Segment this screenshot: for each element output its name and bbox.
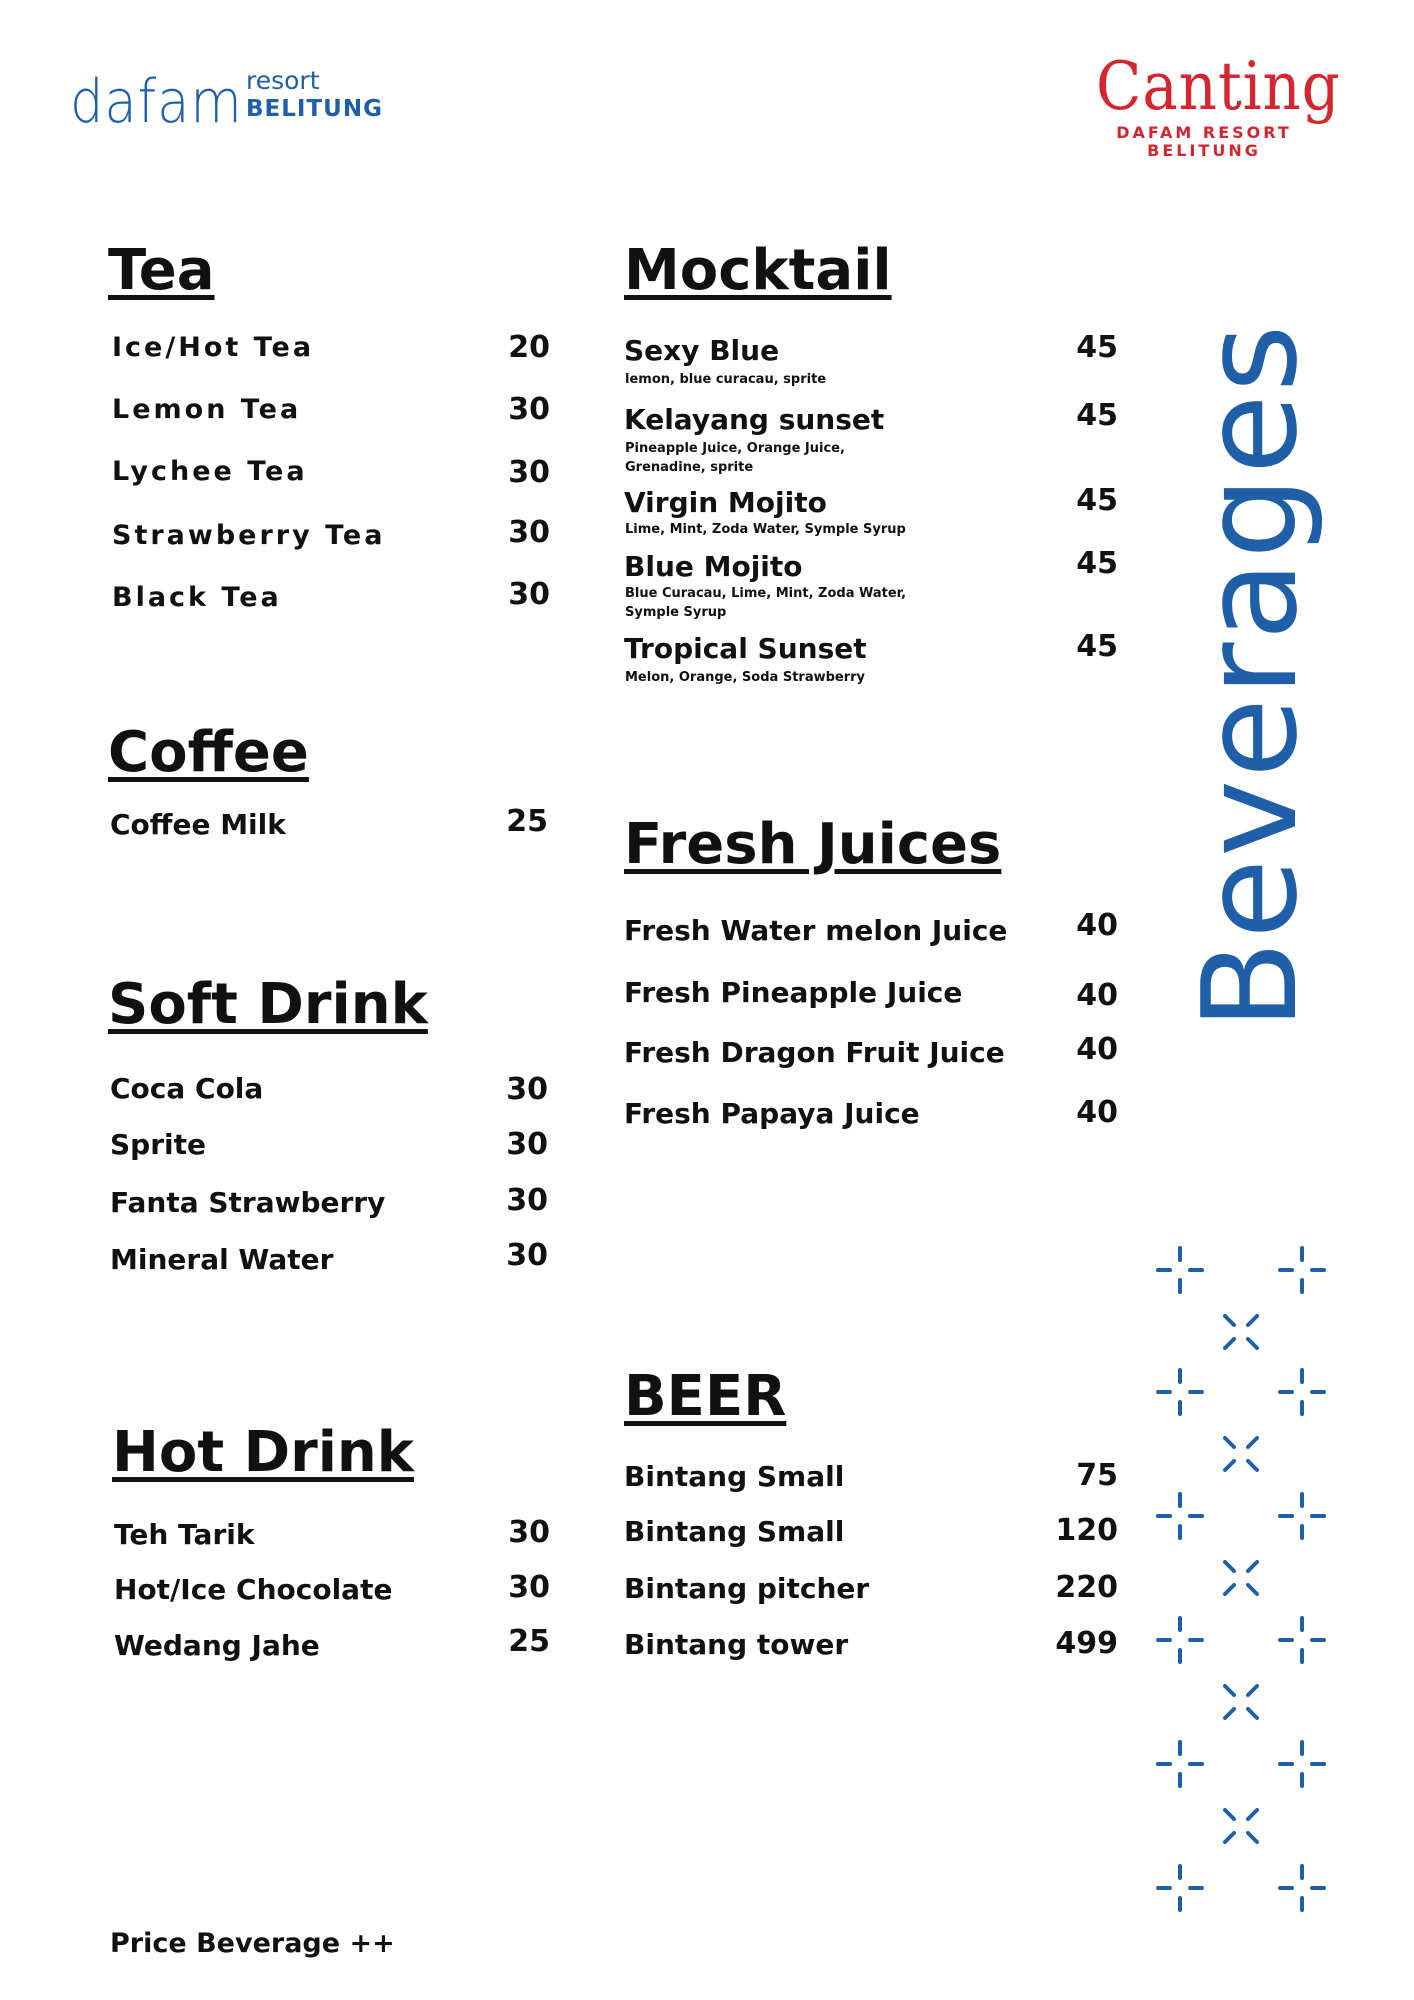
canting-logo-line2: BELITUNG bbox=[1147, 141, 1261, 160]
plus-ornament-icon bbox=[1280, 1742, 1324, 1786]
decorative-pattern bbox=[1150, 1240, 1350, 1920]
x-ornament-icon bbox=[1225, 1686, 1257, 1718]
menu-item-name: Blue Mojito bbox=[624, 550, 803, 583]
menu-item-price: 20 bbox=[508, 330, 550, 365]
plus-ornament-icon bbox=[1280, 1248, 1324, 1292]
menu-item-price: 30 bbox=[506, 1183, 548, 1218]
menu-item-name: Bintang pitcher bbox=[624, 1572, 870, 1605]
plus-ornament-icon bbox=[1280, 1494, 1324, 1538]
section-title-mocktail: Mocktail bbox=[624, 238, 892, 303]
menu-item-name: Fanta Strawberry bbox=[110, 1186, 386, 1219]
x-ornament-icon bbox=[1225, 1810, 1257, 1842]
menu-item-name: Lemon Tea bbox=[112, 394, 302, 425]
menu-item-description: Symple Syrup bbox=[625, 605, 727, 620]
canting-logo bbox=[1084, 48, 1341, 160]
menu-item-price: 40 bbox=[1076, 978, 1118, 1013]
menu-item-price: 30 bbox=[508, 515, 550, 550]
menu-item-name: Fresh Dragon Fruit Juice bbox=[624, 1036, 1005, 1069]
menu-item-name: Fresh Papaya Juice bbox=[624, 1097, 920, 1130]
plus-ornament-icon bbox=[1158, 1742, 1202, 1786]
canting-logo-line1: DAFAM RESORT bbox=[1116, 123, 1292, 142]
menu-item-price: 30 bbox=[506, 1127, 548, 1162]
plus-ornament-icon bbox=[1158, 1618, 1202, 1662]
menu-item-price: 30 bbox=[508, 1570, 550, 1605]
menu-item-name: Fresh Pineapple Juice bbox=[624, 976, 963, 1009]
menu-item-price: 30 bbox=[508, 1515, 550, 1550]
section-title-tea: Tea bbox=[108, 238, 215, 303]
menu-item-name: Sexy Blue bbox=[624, 334, 780, 367]
x-ornament-icon bbox=[1225, 1562, 1257, 1594]
menu-item-description: Lime, Mint, Zoda Water, Symple Syrup bbox=[625, 522, 906, 537]
menu-item-description: lemon, blue curacau, sprite bbox=[625, 372, 827, 387]
plus-ornament-icon bbox=[1158, 1866, 1202, 1910]
menu-item-price: 30 bbox=[508, 455, 550, 490]
menu-item-price: 45 bbox=[1076, 398, 1118, 433]
menu-item-name: Coffee Milk bbox=[110, 808, 286, 841]
dafam-logo-line1: resort bbox=[246, 66, 320, 95]
menu-item-description: Grenadine, sprite bbox=[625, 460, 754, 475]
dafam-wordmark: dafam bbox=[70, 67, 243, 137]
menu-item-price: 120 bbox=[1055, 1513, 1118, 1548]
canting-wordmark: Canting bbox=[1096, 48, 1341, 125]
menu-item-price: 45 bbox=[1076, 629, 1118, 664]
menu-item-price: 30 bbox=[506, 1072, 548, 1107]
menu-item-name: Sprite bbox=[110, 1128, 206, 1161]
menu-item-name: Mineral Water bbox=[110, 1243, 334, 1276]
price-note: Price Beverage ++ bbox=[110, 1928, 395, 1959]
menu-item-name: Black Tea bbox=[112, 582, 282, 613]
section-title-beer: BEER bbox=[624, 1364, 787, 1429]
menu-item-price: 25 bbox=[506, 804, 548, 839]
plus-ornament-icon bbox=[1280, 1370, 1324, 1414]
plus-ornament-icon bbox=[1158, 1370, 1202, 1414]
plus-ornament-icon bbox=[1158, 1494, 1202, 1538]
menu-item-name: Kelayang sunset bbox=[624, 403, 885, 436]
section-title-soft-drink: Soft Drink bbox=[108, 972, 428, 1037]
menu-item-name: Tropical Sunset bbox=[624, 632, 867, 665]
menu-item-price: 40 bbox=[1076, 1032, 1118, 1067]
menu-item-price: 220 bbox=[1055, 1570, 1118, 1605]
x-ornament-icon bbox=[1225, 1438, 1257, 1470]
menu-item-price: 45 bbox=[1076, 330, 1118, 365]
menu-item-description: Melon, Orange, Soda Strawberry bbox=[625, 670, 866, 685]
plus-ornament-icon bbox=[1158, 1248, 1202, 1292]
section-title-coffee: Coffee bbox=[108, 720, 309, 785]
menu-item-name: Wedang Jahe bbox=[114, 1629, 320, 1662]
menu-item-description: Pineapple Juice, Orange Juice, bbox=[625, 441, 845, 456]
menu-item-name: Lychee Tea bbox=[112, 456, 308, 487]
menu-item-price: 25 bbox=[508, 1624, 550, 1659]
menu-item-price: 499 bbox=[1055, 1626, 1118, 1661]
menu-item-name: Teh Tarik bbox=[114, 1518, 255, 1551]
menu-item-price: 30 bbox=[508, 392, 550, 427]
menu-item-name: Virgin Mojito bbox=[624, 486, 827, 519]
plus-ornament-icon bbox=[1280, 1866, 1324, 1910]
menu-item-price: 30 bbox=[508, 577, 550, 612]
menu-item-price: 30 bbox=[506, 1238, 548, 1273]
menu-item-price: 40 bbox=[1076, 908, 1118, 943]
x-ornament-icon bbox=[1225, 1316, 1257, 1348]
menu-item-price: 45 bbox=[1076, 546, 1118, 581]
plus-ornament-icon bbox=[1280, 1618, 1324, 1662]
dafam-logo-line2: BELITUNG bbox=[246, 96, 383, 122]
menu-item-name: Coca Cola bbox=[110, 1072, 264, 1105]
menu-item-name: Bintang Small bbox=[624, 1460, 845, 1493]
menu-item-name: Strawberry Tea bbox=[112, 520, 386, 551]
menu-item-price: 40 bbox=[1076, 1095, 1118, 1130]
menu-item-name: Hot/Ice Chocolate bbox=[114, 1573, 393, 1606]
menu-item-price: 75 bbox=[1076, 1458, 1118, 1493]
menu-item-name: Fresh Water melon Juice bbox=[624, 914, 1008, 947]
menu-item-name: Bintang Small bbox=[624, 1515, 845, 1548]
menu-item-name: Bintang tower bbox=[624, 1628, 849, 1661]
menu-item-description: Blue Curacau, Lime, Mint, Zoda Water, bbox=[625, 586, 907, 601]
section-title-hot-drink: Hot Drink bbox=[112, 1420, 415, 1485]
section-title-fresh-juices: Fresh Juices bbox=[624, 812, 1002, 877]
beverages-vertical-title: Beverages bbox=[1174, 322, 1326, 1030]
menu-item-price: 45 bbox=[1076, 483, 1118, 518]
menu-item-name: Ice/Hot Tea bbox=[112, 332, 315, 363]
